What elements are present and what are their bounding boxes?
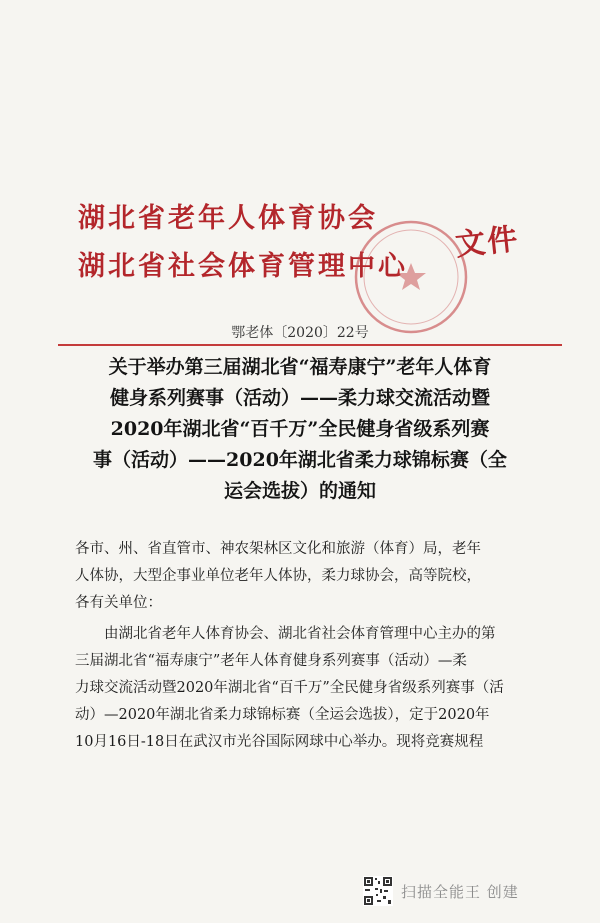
recipients-line: 各市、州、省直管市、神农架林区文化和旅游（体育）局，老年: [75, 541, 481, 557]
red-divider: [58, 344, 562, 346]
body-paragraph: [75, 621, 545, 756]
paragraph-line: 三届湖北省“福寿康宁”老年人体育健身系列赛事（活动）—柔: [75, 653, 467, 669]
document-number: 鄂老体〔2020〕22号: [231, 325, 369, 341]
paragraph-line: 动）—2020年湖北省柔力球锦标赛（全运会选拔），定于2020年: [75, 707, 490, 723]
title-line: 2020年湖北省“百千万”全民健身省级系列赛: [110, 418, 490, 440]
issuer-line-1: 湖北省老年人体育协会: [78, 203, 378, 234]
seal-stamp-icon: [352, 218, 470, 336]
qr-code-icon: [363, 876, 393, 906]
title-line: 事（活动）——2020年湖北省柔力球锦标赛（全: [93, 449, 507, 471]
scanner-watermark: [363, 876, 519, 906]
scanner-label: 扫描全能王 创建: [401, 882, 519, 901]
title-line: 运会选拔）的通知: [223, 480, 376, 502]
recipients-block: [75, 536, 545, 617]
title-line: 健身系列赛事（活动）——柔力球交流活动暨: [109, 387, 490, 409]
recipients-line: 人体协，大型企事业单位老年人体协，柔力球协会，高等院校，: [75, 568, 481, 584]
paragraph-line: 由湖北省老年人体育协会、湖北省社会体育管理中心主办的第: [104, 626, 496, 642]
recipients-line: 各有关单位：: [75, 595, 162, 611]
title-line: 关于举办第三届湖北省“福寿康宁”老年人体育: [108, 356, 492, 378]
paragraph-line: 10月16日-18日在武汉市光谷国际网球中心举办。现将竞赛规程: [75, 734, 484, 750]
paragraph-line: 力球交流活动暨2020年湖北省“百千万”全民健身省级系列赛事（活: [75, 680, 504, 696]
issuer-line-2: 湖北省社会体育管理中心: [78, 251, 408, 282]
notice-title: [60, 352, 540, 507]
document-suffix: 文件: [453, 221, 522, 264]
